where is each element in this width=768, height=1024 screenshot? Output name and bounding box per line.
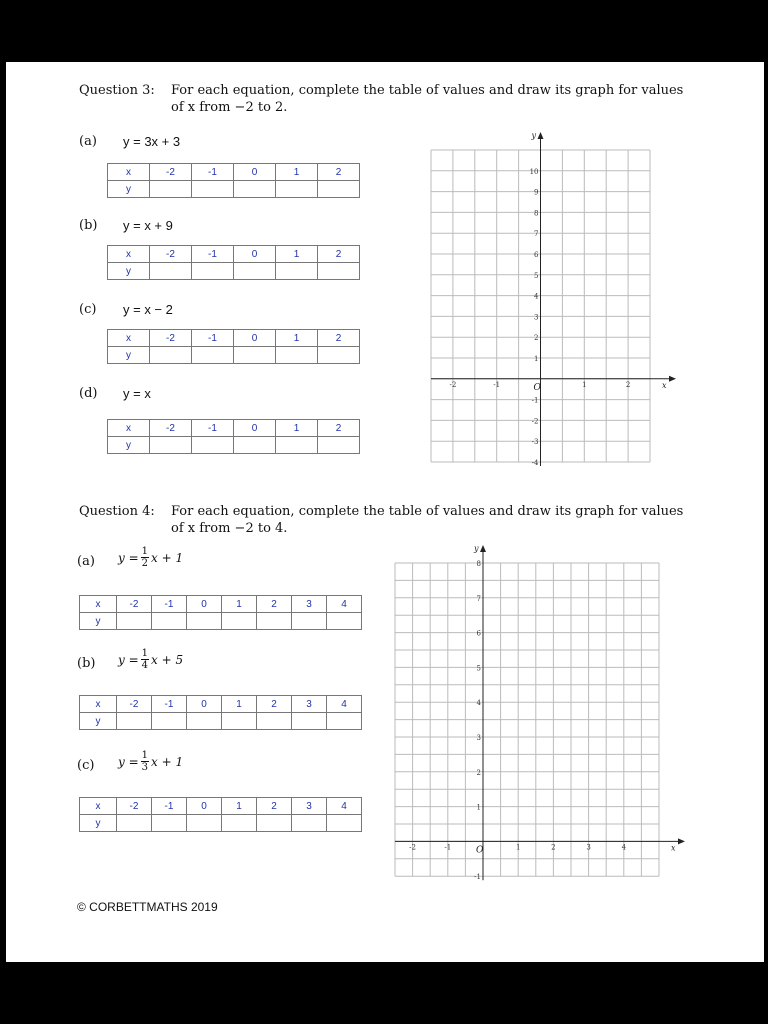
y-tick-label: 3 (534, 313, 539, 322)
x-header-cell: x (108, 420, 150, 437)
x-value-cell: 1 (276, 164, 318, 181)
q4-part-b-label: (b) (77, 656, 96, 671)
x-value-cell: -2 (117, 596, 152, 613)
y-tick-label: 6 (476, 629, 481, 638)
x-value-cell: -1 (152, 798, 187, 815)
x-value-cell: -2 (150, 330, 192, 347)
x-value-cell: -1 (152, 596, 187, 613)
x-value-cell: -1 (192, 246, 234, 263)
y-tick-label: 8 (534, 209, 539, 218)
x-value-cell: -2 (150, 164, 192, 181)
y-tick-label: -1 (531, 396, 539, 405)
q3-part-d-equation: y = x (123, 386, 151, 401)
y-tick-label: 6 (534, 251, 539, 259)
y-tick-label: 5 (534, 271, 539, 280)
q3-part-a-label: (a) (79, 134, 97, 149)
x-value-cell: 1 (222, 798, 257, 815)
x-value-cell: 3 (292, 596, 327, 613)
x-value-cell: 2 (318, 164, 360, 181)
q4-c-numerator: 1 (141, 750, 149, 761)
q3-part-b-equation: y = x + 9 (123, 218, 173, 233)
x-value-cell: 2 (257, 596, 292, 613)
y-tick-label: -2 (531, 417, 539, 426)
x-axis-label: x (662, 380, 667, 390)
y-tick-label: 1 (534, 355, 539, 363)
x-tick-label: 4 (621, 843, 627, 852)
y-tick-label: 4 (476, 699, 481, 708)
x-value-cell: 2 (318, 246, 360, 263)
x-tick-label: 1 (582, 380, 587, 389)
y-header-cell: y (108, 347, 150, 364)
y-header-cell: y (108, 263, 150, 280)
q4-b-lhs: y = (118, 652, 139, 667)
q4-b-rhs: x + 5 (151, 652, 184, 667)
x-value-cell: 1 (222, 596, 257, 613)
y-axis-arrow (480, 545, 486, 552)
question-3-text: For each equation, complete the table of values and draw its graph for values of x from −2 to 2. (171, 83, 684, 115)
y-tick-label: -1 (474, 873, 481, 882)
y-tick-label: 1 (476, 803, 481, 812)
x-value-cell: 1 (276, 246, 318, 263)
x-header-cell: x (80, 798, 117, 815)
x-tick-label: -2 (409, 843, 417, 852)
x-value-cell: -2 (117, 696, 152, 713)
q4-b-numerator: 1 (141, 648, 149, 659)
q3-part-c-equation: y = x − 2 (123, 302, 173, 317)
x-value-cell: 0 (234, 330, 276, 347)
x-tick-label: 2 (551, 843, 556, 852)
x-tick-label: -1 (444, 843, 452, 852)
x-header-cell: x (108, 330, 150, 347)
q3-part-a-equation: y = 3x + 3 (123, 134, 181, 149)
x-tick-label: 2 (625, 380, 631, 389)
x-header-cell: x (80, 696, 117, 713)
origin-label: O (476, 845, 484, 856)
q4-a-denominator: 2 (141, 558, 149, 569)
x-value-cell: 2 (318, 420, 360, 437)
y-tick-label: 8 (476, 560, 481, 568)
x-axis-arrow (678, 838, 685, 844)
x-value-cell: 2 (257, 696, 292, 713)
x-value-cell: 2 (318, 330, 360, 347)
q4-b-denominator: 4 (141, 660, 149, 671)
q3-part-c-label: (c) (79, 302, 97, 317)
q4-a-rhs: x + 1 (151, 550, 184, 565)
x-value-cell: 1 (222, 696, 257, 713)
y-tick-label: 10 (529, 167, 539, 176)
x-header-cell: x (108, 164, 150, 181)
q4-a-lhs: y = (118, 550, 139, 565)
x-value-cell: -1 (152, 696, 187, 713)
q3-part-d-label: (d) (79, 386, 98, 401)
q4-c-lhs: y = (118, 754, 139, 769)
y-tick-label: 4 (534, 292, 539, 301)
copyright-footer: © CORBETTMATHS 2019 (77, 900, 218, 914)
x-axis-label: x (671, 843, 676, 853)
q4-a-numerator: 1 (141, 546, 149, 557)
x-value-cell: 4 (327, 798, 362, 815)
x-value-cell: -2 (150, 246, 192, 263)
y-header-cell: y (80, 613, 117, 630)
x-value-cell: 0 (234, 246, 276, 263)
y-header-cell: y (80, 815, 117, 832)
y-tick-label: -4 (531, 459, 539, 467)
y-tick-label: -3 (531, 438, 539, 447)
x-tick-label: 3 (586, 843, 591, 852)
y-tick-label: 2 (476, 768, 481, 777)
y-tick-label: 9 (534, 188, 539, 197)
question-4-text: For each equation, complete the table of values and draw its graph for values of x from −2 to 4. (171, 504, 684, 536)
y-axis-label: y (531, 131, 537, 140)
y-tick-label: 5 (476, 664, 481, 673)
x-header-cell: x (108, 246, 150, 263)
x-value-cell: 3 (292, 798, 327, 815)
x-value-cell: -2 (150, 420, 192, 437)
origin-label: O (533, 382, 541, 393)
q3-part-b-label: (b) (79, 218, 98, 233)
x-value-cell: -2 (117, 798, 152, 815)
y-tick-label: 3 (476, 734, 481, 742)
y-header-cell: y (108, 437, 150, 454)
y-header-cell: y (108, 181, 150, 198)
x-header-cell: x (80, 596, 117, 613)
q4-c-rhs: x + 1 (151, 754, 184, 769)
y-tick-label: 7 (534, 230, 539, 239)
y-tick-label: 2 (534, 334, 539, 343)
x-tick-label: -1 (493, 380, 501, 389)
x-value-cell: 1 (276, 420, 318, 437)
x-value-cell: 0 (187, 596, 222, 613)
q4-part-a-label: (a) (77, 554, 95, 569)
x-value-cell: 1 (276, 330, 318, 347)
x-value-cell: 0 (234, 420, 276, 437)
x-value-cell: 0 (234, 164, 276, 181)
q4-c-denominator: 3 (141, 762, 149, 773)
x-value-cell: 4 (327, 596, 362, 613)
question-3-number: Question 3: (79, 83, 155, 98)
y-tick-label: 7 (476, 594, 481, 603)
x-value-cell: 2 (257, 798, 292, 815)
x-value-cell: -1 (192, 164, 234, 181)
x-tick-label: -2 (449, 380, 457, 389)
x-value-cell: -1 (192, 420, 234, 437)
question-4-number: Question 4: (79, 504, 155, 519)
x-value-cell: -1 (192, 330, 234, 347)
q4-part-c-label: (c) (77, 758, 95, 773)
x-value-cell: 0 (187, 798, 222, 815)
x-tick-label: 1 (515, 843, 521, 852)
x-value-cell: 3 (292, 696, 327, 713)
x-value-cell: 0 (187, 696, 222, 713)
x-value-cell: 4 (327, 696, 362, 713)
y-axis-label: y (474, 544, 479, 553)
y-header-cell: y (80, 713, 117, 730)
